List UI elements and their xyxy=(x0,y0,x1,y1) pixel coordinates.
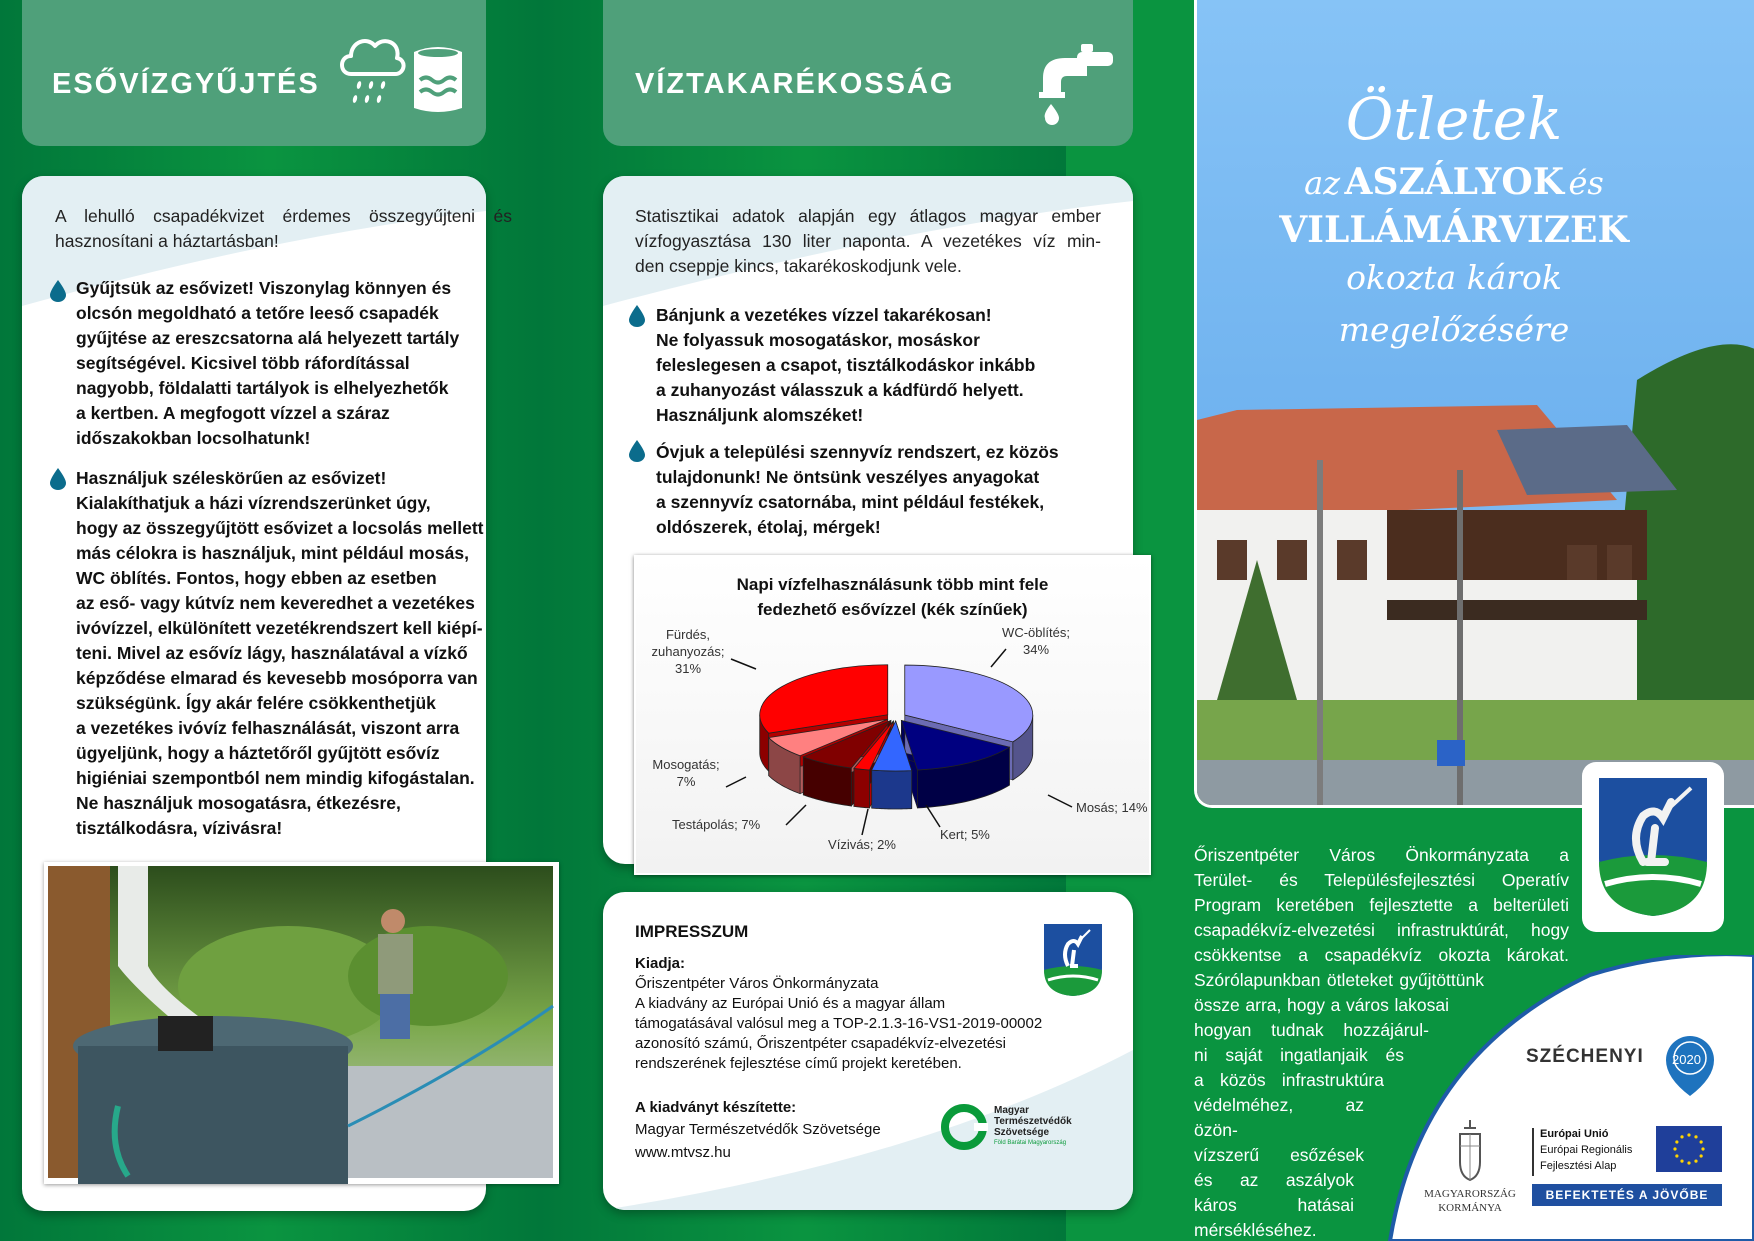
text-line: tulajdonunk! Ne öntsünk veszélyes anyagokat xyxy=(656,467,1040,487)
pie-leader-line xyxy=(1048,795,1072,807)
eu-flag-icon xyxy=(1656,1126,1722,1172)
pie-label: WC-öblítés; xyxy=(1002,625,1070,640)
text-line: Használjuk széleskörűen az esővizet! xyxy=(76,468,387,488)
text-line: Program keretében fejlesztette a belterületi xyxy=(1194,895,1569,915)
text-line: az eső- vagy kútvíz nem keveredhet a vezetékes xyxy=(76,593,475,613)
pie-label: 34% xyxy=(1022,642,1050,657)
chart-title-line: fedezhető esővízzel (kék színűek) xyxy=(757,600,1028,619)
pie-leader-line xyxy=(731,659,756,669)
slogan-banner: BEFEKTETÉS A JÖVŐBE xyxy=(1532,1184,1722,1206)
text-line: Magyar Természetvédők Szövetsége xyxy=(635,1121,881,1138)
mtvsz-logo-text: Természetvédők xyxy=(994,1116,1072,1127)
pie-label: zuhanyozás; xyxy=(651,644,725,659)
kiadja-text xyxy=(635,974,1105,1074)
eu-star xyxy=(1673,1147,1676,1150)
eu-text-bold: Európai Unió xyxy=(1540,1128,1609,1140)
cover-title-line2 xyxy=(1194,160,1714,212)
eu-star xyxy=(1675,1140,1678,1143)
text-line: ni saját ingatlanjaik és xyxy=(1194,1045,1404,1065)
text-line: Használjunk alomszéket! xyxy=(656,405,864,425)
intro-line: A lehulló csapadékvizet érdemes összegyűjteni és xyxy=(55,206,512,226)
pie-chart-box xyxy=(634,555,1151,875)
pie-label: Fürdés, xyxy=(665,627,711,642)
text-line: gyűjtése az ereszcsatorna alá helyezett tartály xyxy=(76,328,460,348)
header-esovizgyujtes xyxy=(22,0,486,146)
water-drop-icon xyxy=(629,440,645,462)
eu-star xyxy=(1687,1161,1690,1164)
pie-chart xyxy=(636,557,1153,877)
eu-star xyxy=(1687,1133,1690,1136)
rain-barrel-image xyxy=(48,866,559,1184)
pie-leader-line xyxy=(926,805,940,827)
eu-star xyxy=(1680,1160,1683,1163)
text-line: rendszerének fejlesztése című projekt keretében. xyxy=(635,1055,962,1072)
szechenyi-year: 2020 xyxy=(1672,1052,1701,1067)
water-tap-icon xyxy=(1037,42,1113,126)
cover-title-line3: VILLÁMÁRVIZEK xyxy=(1279,209,1629,251)
text-line: a zuhanyozást válasszuk a kádfürdő helyett. xyxy=(656,380,1024,400)
text-line: össze arra, hogy a város lakosai xyxy=(1194,995,1449,1015)
eu-star xyxy=(1675,1154,1678,1157)
cover-title-az: az xyxy=(1304,164,1341,202)
mtvsz-logo-tagline: Föld Barátai Magyarország xyxy=(994,1140,1067,1146)
water-drop-icon xyxy=(50,280,66,302)
eu-star xyxy=(1694,1135,1697,1138)
mtvsz-ring-icon xyxy=(940,1103,988,1151)
rain-cloud-icon xyxy=(337,28,407,110)
text-line: teni. Mivel az esővíz lágy, használatával a vízkő xyxy=(76,643,468,663)
eu-text: Fejlesztési Alap xyxy=(1540,1160,1617,1172)
pie-label: Vízivás; 2% xyxy=(828,837,896,852)
text-line: azonosító számú, Őriszentpéter csapadékvíz-elvezetési xyxy=(635,1035,1007,1052)
text-line: hogyan tudnak hozzájárul- xyxy=(1194,1020,1429,1040)
kiadja-label: Kiadja: xyxy=(635,955,686,972)
text-line: és az aszályok xyxy=(1194,1170,1354,1190)
text-line: a közös infrastruktúra xyxy=(1194,1070,1384,1090)
mtvsz-logo-text: Szövetsége xyxy=(994,1127,1050,1138)
chart-title-line: Napi vízfelhasználásunk több mint fele xyxy=(736,575,1049,594)
water-drop-icon xyxy=(629,305,645,327)
text-line: www.mtvsz.hu xyxy=(635,1144,731,1161)
text-line: Őriszentpéter Város Önkormányzata xyxy=(635,975,879,992)
text-line: káros hatásai xyxy=(1194,1195,1354,1215)
pie-slice-side xyxy=(854,768,870,808)
cover-title xyxy=(1194,86,1714,366)
section-title: ESŐVÍZGYŰJTÉS xyxy=(52,68,320,100)
text-line: szükségünk. Így akár felére csökkenthetjük xyxy=(76,693,436,713)
text-line: más célokra is használjuk, mint például mosás, xyxy=(76,543,469,563)
eu-star xyxy=(1680,1135,1683,1138)
text-line: WC öblítés. Fontos, hogy ebben az esetben xyxy=(76,568,437,588)
bullet-use-rainwater xyxy=(76,466,516,841)
coat-of-arms xyxy=(1599,778,1707,916)
text-line: nagyobb, földalatti tartályok is elhelyezhetők xyxy=(76,378,449,398)
keszitette-label: A kiadványt készítette: xyxy=(635,1099,797,1116)
text-line: segítségével. Kicsivel több ráfordítással xyxy=(76,353,410,373)
text-line: Terület- és Településfejlesztési Operatív xyxy=(1194,870,1569,890)
water-drop-icon xyxy=(50,468,66,490)
text-line: Ne folyassuk mosogatáskor, mosáskor xyxy=(656,330,980,350)
text-line: Szórólapunkban ötleteket gyűjtöttünk xyxy=(1194,970,1484,990)
text-line: feleslegesen a csapot, tisztálkodáskor inkább xyxy=(656,355,1036,375)
keszitette-text xyxy=(635,1118,881,1164)
text-line: Bánjunk a vezetékes vízzel takarékosan! xyxy=(656,305,992,325)
intro-text xyxy=(635,204,1101,279)
coat-of-arms-small xyxy=(1044,924,1102,996)
pie-label: Mosás; 14% xyxy=(1076,800,1148,815)
text-line: hogy az összegyűjtött esővizet a locsolás mellett xyxy=(76,518,484,538)
text-line: időszakokban locsolhatunk! xyxy=(76,428,311,448)
eu-star xyxy=(1701,1147,1704,1150)
text-line: Ne használjuk mosogatásra, étkezésre, xyxy=(76,793,401,813)
rain-barrel-photo xyxy=(44,862,559,1184)
header-water-saving xyxy=(603,0,1133,146)
pie-leader-line xyxy=(991,649,1006,667)
text-line: védelméhez, az özön- xyxy=(1194,1095,1364,1140)
text-line: csapadékvíz-elvezetési infrastruktúrát, hogy xyxy=(1194,920,1569,940)
pie-label: Kert; 5% xyxy=(940,827,990,842)
pie-label: Testápolás; 7% xyxy=(672,817,761,832)
text-line: vízszerű esőzések xyxy=(1194,1145,1364,1165)
eu-star xyxy=(1700,1140,1703,1143)
eu-star xyxy=(1700,1154,1703,1157)
text-line: Kialakíthatjuk a házi vízrendszerünket úgy, xyxy=(76,493,431,513)
coat-of-arms-card xyxy=(1582,762,1724,932)
text-line: higiéniai szempontból nem mindig kifogástalan. xyxy=(76,768,475,788)
water-tank-icon xyxy=(412,44,464,114)
mtvsz-logo-text: Magyar xyxy=(994,1105,1030,1116)
text-line: olcsón megoldható a tetőre leeső csapadék xyxy=(76,303,439,323)
text-line: a vezetékes ivóvíz felhasználását, viszont arra xyxy=(76,718,460,738)
cover-title-aszalyok: ASZÁLYOK xyxy=(1344,161,1565,203)
government-text: KORMÁNYA xyxy=(1438,1202,1502,1214)
pie-leader-line xyxy=(862,809,868,835)
cover-title-line5: megelőzésére xyxy=(1338,310,1570,349)
hungarian-crest-icon xyxy=(1454,1118,1486,1182)
pie-label: Mosogatás; xyxy=(652,757,720,772)
government-text: MAGYARORSZÁG xyxy=(1424,1188,1516,1200)
cover-title-es: és xyxy=(1568,164,1604,202)
eu-text: Európai Regionális xyxy=(1540,1144,1633,1156)
cover-title-line1: Ötletek xyxy=(1345,85,1563,153)
pie-label: 31% xyxy=(674,661,702,676)
text-line: tisztálkodásra, vízivásra! xyxy=(76,818,283,838)
impresszum-title: IMPRESSZUM xyxy=(635,922,749,941)
text-line: Óvjuk a települési szennyvíz rendszert, ez közös xyxy=(656,442,1059,462)
text-line: a szennyvíz csatornába, mint például festékek, xyxy=(656,492,1045,512)
text-line: ivóvízzel, elkülönített vezetékrendszert kell kiépí- xyxy=(76,618,483,638)
text-line: Gyűjtsük az esővizet! Viszonylag könnyen és xyxy=(76,278,452,298)
text-line: csökkentse a csapadékvíz okozta károkat. xyxy=(1194,945,1569,965)
pie-leader-line xyxy=(786,805,806,825)
szechenyi-text: SZÉCHENYI xyxy=(1526,1046,1644,1067)
cover-title-line4: okozta károk xyxy=(1346,258,1562,297)
text-line: den cseppje kincs, takarékoskodjunk vele. xyxy=(635,256,962,276)
text-line: támogatásával valósul meg a TOP-2.1.3-16-VS1-2019-00002 xyxy=(635,1015,1043,1032)
text-line: mérsékléséhez. xyxy=(1194,1220,1317,1240)
text-line: képződése elmarad és kevesebb mosóporra van xyxy=(76,668,478,688)
text-line: Őriszentpéter Város Önkormányzata a xyxy=(1194,845,1569,865)
bullet-save-tap-water xyxy=(656,303,1106,428)
text-line: a kertben. A megfogott vízzel a száraz xyxy=(76,403,390,423)
pie-leader-line xyxy=(726,777,746,787)
pie-slice-side xyxy=(872,770,912,809)
eu-star xyxy=(1694,1160,1697,1163)
bullet-protect-sewage xyxy=(656,440,1106,540)
text-line: ügyeljünk, hogy a háztetőről gyűjtött esővíz xyxy=(76,743,440,763)
intro-text xyxy=(55,204,512,254)
text-line: vízfogyasztása 130 liter naponta. A vezetékes víz min- xyxy=(635,231,1101,251)
text-line: A kiadvány az Európai Unió és a magyar állam xyxy=(635,995,946,1012)
text-line: Statisztikai adatok alapján egy átlagos magyar ember xyxy=(635,206,1101,226)
section-title: VÍZTAKARÉKOSSÁG xyxy=(635,68,955,100)
bullet-collect-rainwater xyxy=(76,276,516,451)
intro-line: hasznosítani a háztartásban! xyxy=(55,231,279,251)
text-line: oldószerek, étolaj, mérgek! xyxy=(656,517,881,537)
pie-label: 7% xyxy=(676,774,696,789)
